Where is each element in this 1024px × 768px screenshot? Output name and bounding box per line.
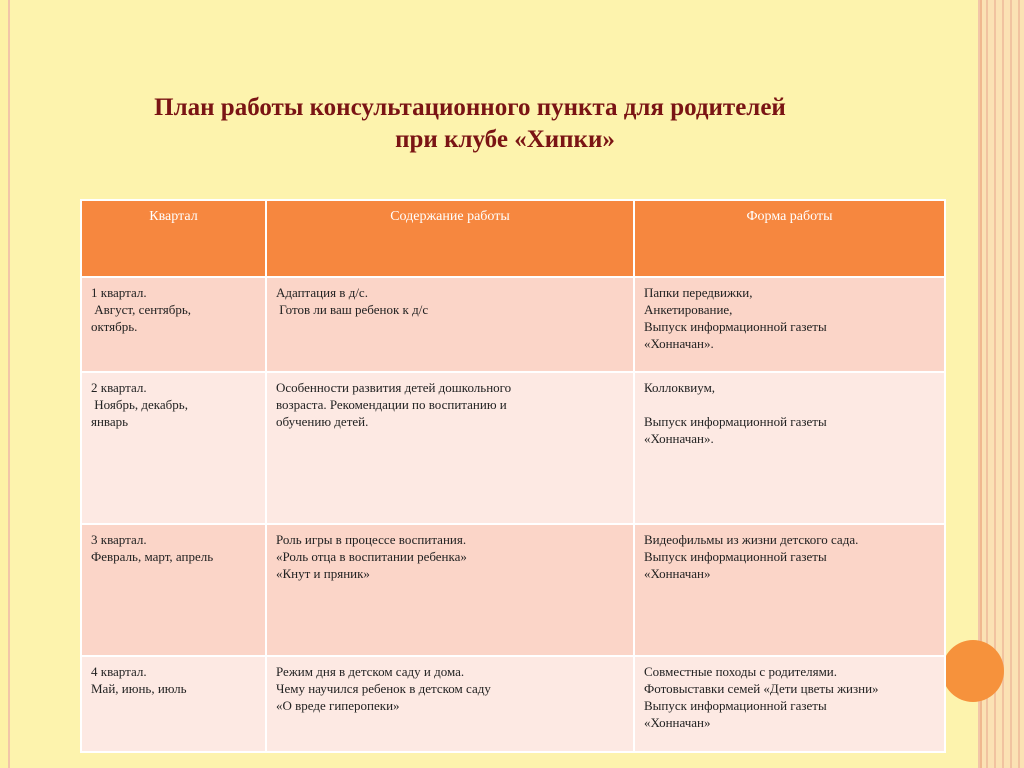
cell-content (266, 277, 634, 372)
cell-line: Адаптация в д/с. (276, 285, 368, 300)
cell-line: 4 квартал. (91, 664, 147, 679)
cell-line: Режим дня в детском саду и дома. (276, 664, 465, 679)
cell-quarter (81, 277, 266, 372)
title-line-2: при клубе «Хипки» (395, 126, 615, 153)
cell-line: Август, сентябрь, (91, 302, 192, 317)
cell-quarter (81, 524, 266, 656)
cell-line: Выпуск информационной газеты (644, 549, 827, 564)
cell-quarter (81, 372, 266, 524)
cell-line: Совместные походы с родителями. (644, 664, 838, 679)
header-form: Форма работы (634, 200, 945, 277)
cell-content (266, 524, 634, 656)
cell-line: Видеофильмы из жизни детского сада. (644, 532, 859, 547)
cell-line: 3 квартал. (91, 532, 147, 547)
cell-line: «О вреде гиперопеки» (276, 698, 400, 713)
table-row (81, 277, 945, 372)
cell-line: Выпуск информационной газеты (644, 414, 827, 429)
cell-line: Коллоквиум, (644, 380, 716, 395)
table-header-row (81, 200, 945, 277)
cell-form (634, 277, 945, 372)
table-row (81, 524, 945, 656)
cell-line: 2 квартал. (91, 380, 147, 395)
cell-line: Роль игры в процессе воспитания. (276, 532, 467, 547)
cell-line: Выпуск информационной газеты (644, 319, 827, 334)
cell-line: «Кнут и пряник» (276, 566, 370, 581)
cell-line: «Хонначан» (644, 566, 711, 581)
cell-form (634, 656, 945, 752)
cell-line: Май, июнь, июль (91, 681, 187, 696)
cell-line: октябрь. (91, 319, 138, 334)
cell-line: 1 квартал. (91, 285, 147, 300)
cell-line: «Хонначан» (644, 715, 711, 730)
title-line-1: План работы консультационного пункта для родителей (154, 94, 786, 121)
header-quarter: Квартал (81, 200, 266, 277)
cell-content (266, 372, 634, 524)
cell-quarter (81, 656, 266, 752)
cell-line: «Хонначан». (644, 431, 714, 446)
header-content: Содержание работы (266, 200, 634, 277)
cell-line: Папки передвижки, (644, 285, 753, 300)
cell-line: Анкетирование, (644, 302, 733, 317)
cell-line: «Хонначан». (644, 336, 714, 351)
cell-content (266, 656, 634, 752)
plan-table (80, 199, 946, 753)
cell-line: Чему научился ребенок в детском саду (276, 681, 491, 696)
cell-line: Февраль, март, апрель (91, 549, 214, 564)
decorative-circle (942, 640, 1004, 702)
table-row (81, 656, 945, 752)
table-row (81, 372, 945, 524)
cell-line: Готов ли ваш ребенок к д/с (276, 302, 429, 317)
cell-form (634, 372, 945, 524)
cell-line: Выпуск информационной газеты (644, 698, 827, 713)
cell-line: Ноябрь, декабрь, (91, 397, 188, 412)
cell-line: возраста. Рекомендации по воспитанию и (276, 397, 507, 412)
slide-title (70, 92, 870, 156)
cell-line: январь (91, 414, 129, 429)
cell-line: Особенности развития детей дошкольного (276, 380, 512, 395)
cell-line: «Роль отца в воспитании ребенка» (276, 549, 467, 564)
cell-line (644, 396, 935, 413)
cell-line: обучению детей. (276, 414, 369, 429)
cell-form (634, 524, 945, 656)
cell-line: Фотовыставки семей «Дети цветы жизни» (644, 681, 879, 696)
